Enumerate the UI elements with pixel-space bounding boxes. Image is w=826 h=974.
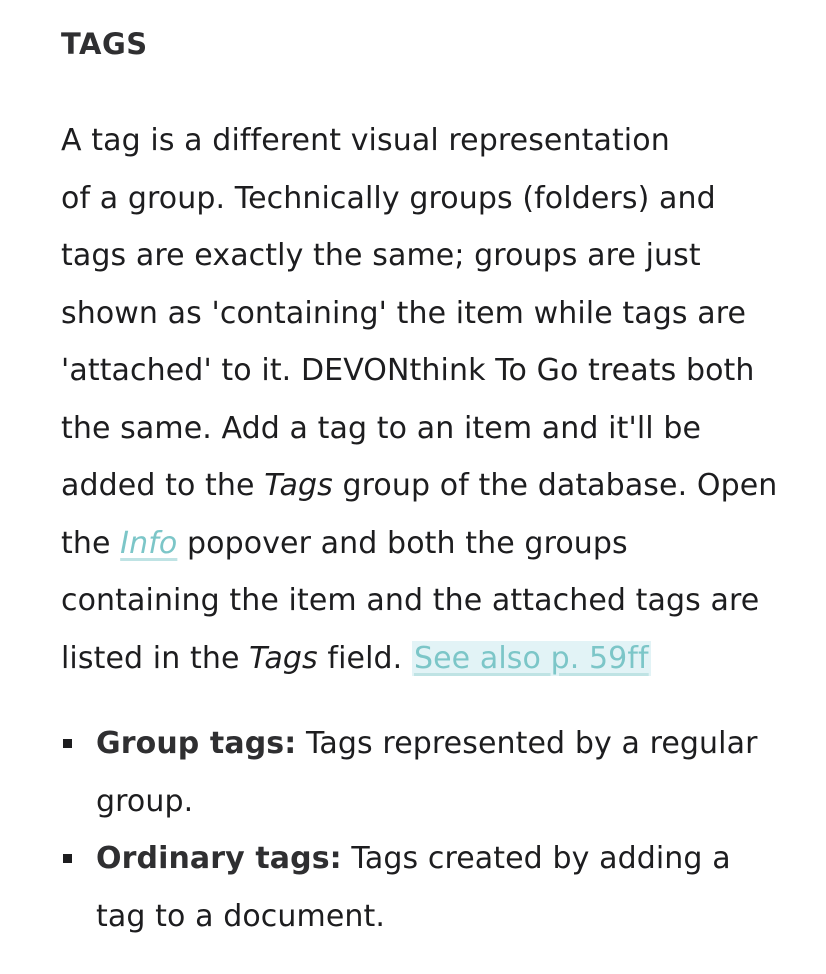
tag-types-list <box>61 715 778 945</box>
paragraph-text-1: of a group. Technically groups (folders) and tags are exactly the same; groups are just shown as 'containing' the item while tags are 'attached' to it. DEVONthink To Go treats both the same. Add a tag to an item and it'll be added to the <box>61 180 755 503</box>
list-item-term: Ordinary tags: <box>96 841 342 876</box>
paragraph-text-3: popover and both the groups containing the item and the attached tags are listed in the <box>61 525 760 676</box>
body-paragraph <box>61 112 778 687</box>
see-also-link[interactable]: See also p. 59ff <box>413 640 649 676</box>
info-link[interactable]: Info <box>120 525 178 561</box>
list-item-text: Tags created by adding a tag to a document. <box>96 841 731 934</box>
tags-emphasis: Tags <box>264 468 333 503</box>
section-heading: TAGS <box>61 27 148 61</box>
paragraph-line-1: A tag is a different visual representation <box>61 123 670 158</box>
bullet-marker <box>63 739 72 748</box>
paragraph-text-4: field. <box>317 640 412 676</box>
paragraph-text-2: group of the database. Open the <box>61 468 778 561</box>
bullet-marker <box>63 854 72 863</box>
list-item-term: Group tags: <box>96 726 297 761</box>
list-item <box>61 830 778 945</box>
list-item-text: Tags represented by a regular group. <box>96 726 758 819</box>
list-item <box>61 715 778 830</box>
tags-field-emphasis: Tags <box>249 640 318 676</box>
